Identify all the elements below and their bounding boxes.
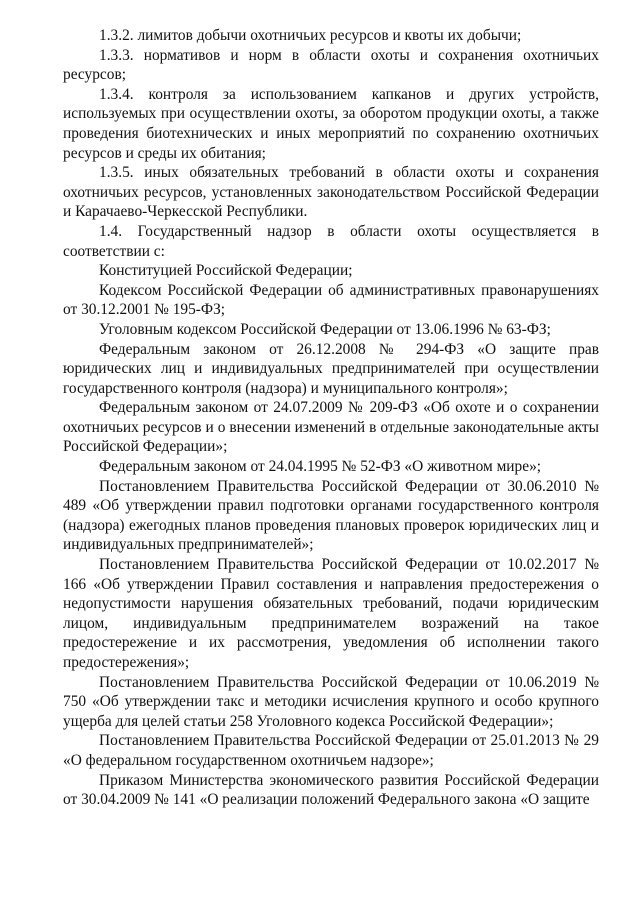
list-item-constitution: Конституцией Российской Федерации; <box>99 262 353 280</box>
list-item-resolution-750: Постановлением Правительства Российской Федерации от 10.06.2019 № 750 «Об утверждении такс и методики исчисления крупного и особо крупного ущерба для целей статьи 258 Уголовного кодекса Российской Федерации»; <box>63 673 599 730</box>
paragraph-1-3-5: 1.3.5. иных обязательных требований в области охоты и сохранения охотничьих ресурсов, установленных законодательством Российской Федерации и Карачаево-Черкесской Республики. <box>63 164 599 221</box>
paragraph-1-3-2: 1.3.2. лимитов добычи охотничьих ресурсов и квоты их добычи; <box>99 27 522 44</box>
document-page <box>63 26 599 810</box>
paragraph-1-3-3: 1.3.3. нормативов и норм в области охоты и сохранения охотничьих ресурсов; <box>63 46 599 84</box>
paragraph-1-4: 1.4. Государственный надзор в области охоты осуществляется в соответствии с: <box>63 222 599 260</box>
paragraph-1-3-4: 1.3.4. контроля за использованием капканов и других устройств, используемых при осуществлении охоты, за оборотом продукции охоты, а также проведения биотехнических и иных мероприятий по сохранению охотничьих ресурсов и среды их обитания; <box>63 85 599 162</box>
list-item-koap: Кодексом Российской Федерации об административных правонарушениях от 30.12.2001 № 195-ФЗ; <box>63 281 599 319</box>
list-item-order-141: Приказом Министерства экономического развития Российской Федерации от 30.04.2009 № 141 «О реализации положений Федерального закона «О защите <box>63 771 599 809</box>
list-item-criminal-code: Уголовным кодексом Российской Федерации от 13.06.1996 № 63-ФЗ; <box>99 320 551 338</box>
list-item-resolution-166: Постановлением Правительства Российской Федерации от 10.02.2017 № 166 «Об утверждении Правил составления и направления предостережения о недопустимости нарушения обязательных требований, подачи юридическим лицом, индивидуальным предпринимателем возражений на такое предостережение и их рассмотрения, уведомления об исполнении такого предостережения»; <box>63 556 599 671</box>
list-item-law-209: Федеральным законом от 24.07.2009 № 209-ФЗ «Об охоте и о сохранении охотничьих ресурсов и о внесении изменений в отдельные законодательные акты Российской Федерации»; <box>63 399 599 456</box>
list-item-resolution-29: Постановлением Правительства Российской Федерации от 25.01.2013 № 29 «О федеральном государственном охотничьем надзоре»; <box>63 732 599 769</box>
list-item-law-52: Федеральным законом от 24.04.1995 № 52-ФЗ «О животном мире»; <box>99 458 542 476</box>
list-item-resolution-489: Постановлением Правительства Российской Федерации от 30.06.2010 № 489 «Об утверждении правил подготовки органами государственного контроля (надзора) ежегодных планов проведения плановых проверок юридических лиц и индивидуальных предпринимателей»; <box>63 477 599 554</box>
list-item-law-294: Федеральным законом от 26.12.2008 № 294-ФЗ «О защите прав юридических лиц и индивидуальных предпринимателей при осуществлении государственного контроля (надзора) и муниципального контроля»; <box>63 340 599 397</box>
